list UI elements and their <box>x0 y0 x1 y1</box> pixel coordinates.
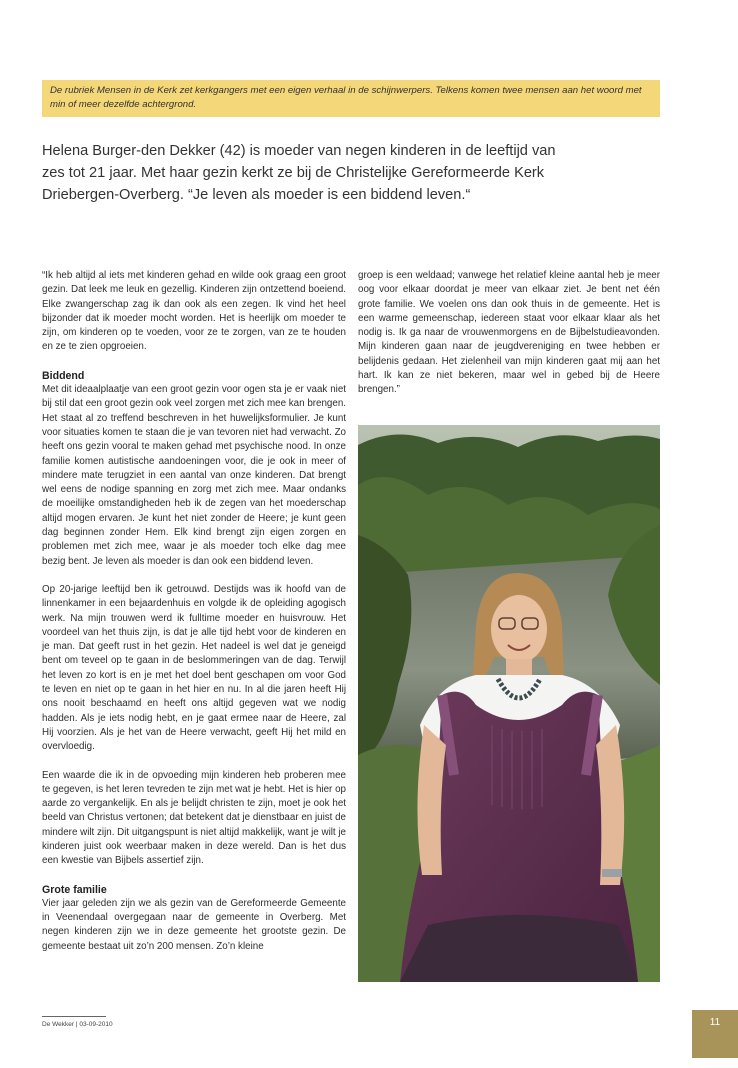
face <box>491 595 547 663</box>
body-paragraph: Op 20-jarige leeftijd ben ik getrouwd. Destijds was ik hoofd van de linnenkamer in een bejaardenhuis en volgde ik de opleiding agogisch werk. Na mijn trouwen werd ik fulltime moeder en huisvrouw. Het voordeel van het thuis zijn, is dat je alle tijd hebt voor de kinderen en je man. Dat geeft rust in het gezin. Het nadeel is wel dat je geneigd bent om teveel op te gaan in de beslommeringen van de dag. Terwijl het leven zo kort is en je met het doel bent geschapen om voor God te leven en niet op te gaan in het hier en nu. In al die jaren heeft Hij ons nooit beschaamd en heeft ons altijd gegeven wat we nodig hadden. Als je iets nodig hebt, en je gaat ermee naar de Heere, zal Hij voorzien. Als je het van de Heere verwacht, geeft Hij het mild en overvloedig. <box>42 583 346 753</box>
section-heading-grote-familie: Grote familie <box>42 883 107 896</box>
skirt-pattern <box>400 915 638 982</box>
left-column <box>42 269 346 968</box>
footer-divider <box>42 1016 106 1017</box>
intro-text: De rubriek Mensen in de Kerk zet kerkgangers met een eigen verhaal in de schijnwerpers. Telkens komen twee mensen aan het woord met min of meer dezelfde achtergrond. <box>50 85 642 110</box>
page-number: 11 <box>709 1017 721 1028</box>
section-heading-biddend: Biddend <box>42 369 85 382</box>
body-paragraph: “Ik heb altijd al iets met kinderen gehad en wilde ook graag een groot gezin. Dat leek me leuk en gezellig. Kinderen zijn ontzettend boeiend. Elke zwangerschap zag ik dan ook als een zegen. Ik vind het heel bijzonder dat ik moeder mocht worden. Het is heerlijk om moeder te zijn, om kinderen op te voeden, voor ze te zorgen, van ze te houden en ze te zien opgroeien. <box>42 270 346 353</box>
intro-box <box>42 80 660 117</box>
body-paragraph: groep is een weldaad; vanwege het relatief kleine aantal heb je meer oog voor elkaar doordat je meer van elkaar ziet. Je bent net één grote familie. We voelen ons dan ook thuis in de gemeente. Het is een warme gemeenschap, iedereen staat voor elkaar klaar als het nodig is. Ik ga naar de vrouwenmorgens en de Bijbelstudieavonden. Mijn kinderen gaan naar de jeugdvereniging en twee hebben er belijdenis gedaan. Het zielenheil van mijn kinderen gaat mij aan het hart. Ik kan ze niet bekeren, maar wel in gebed bij de Heere brengen.” <box>358 270 660 396</box>
footer-source: De Wekker | 03-09-2010 <box>42 1021 113 1028</box>
page-number-box <box>692 1010 738 1058</box>
body-paragraph: Met dit ideaalplaatje van een groot gezin voor ogen sta je er vaak niet bij stil dat een groot gezin ook veel zorgen met zich mee kan brengen. Het staat al zo treffend beschreven in het huwelijksformulier. Je kunt voor situaties komen te staan die je van tevoren niet had verwacht. Zo heeft ons gezin vooral te maken gehad met psychische nood. In onze familie komen autistische aandoeningen voor, die je ook in meer of mindere mate terugziet in een aantal van onze kinderen. Dat brengt wel eens de nodige spanning en zorg met zich mee. Maar ondanks de moeilijke omstandigheden heb ik de zegen van het moederschap altijd mogen ervaren. Je kunt het niet zonder de Heere; je kunt geen dag beginnen zonder Hem. Elk kind brengt zijn eigen zorgen en problemen met zich mee, waar je als moeder toch elke dag mee bezig bent. Je leven als moeder is dan ook een biddend leven. <box>42 384 346 567</box>
portrait-photo <box>358 425 660 982</box>
body-paragraph: Een waarde die ik in de opvoeding mijn kinderen heb proberen mee te gegeven, is het leren tevreden te zijn met wat je hebt. Het is hier op aarde zo vergankelijk. En als je belijdt christen te zijn, moet je ook het beeld van Christus vertonen; dat betekent dat je dienstbaar en juist de mindere wilt zijn. Dit uitgangspunt is niet altijd makkelijk, want je wilt je kinderen juist ook weerbaar maken in deze wereld. Dan is het dus een kwestie van Bijbels assertief zijn. <box>42 769 346 867</box>
right-column <box>358 269 660 412</box>
watch <box>602 869 622 877</box>
lead-paragraph: Helena Burger-den Dekker (42) is moeder van negen kinderen in de leeftijd van zes tot 21 jaar. Met haar gezin kerkt ze bij de Christelijke Gereformeerde Kerk Driebergen-Overberg. “Je leven als moeder is een biddend leven.“ <box>42 143 556 203</box>
body-paragraph: Vier jaar geleden zijn we als gezin van de Gereformeerde Gemeente in Veenendaal overgegaan naar de gemeente in Overberg. Met negen kinderen zijn we in deze gemeente het grootste gezin. De gemeente bestaat uit zo’n 200 mensen. Zo’n kleine <box>42 897 346 952</box>
